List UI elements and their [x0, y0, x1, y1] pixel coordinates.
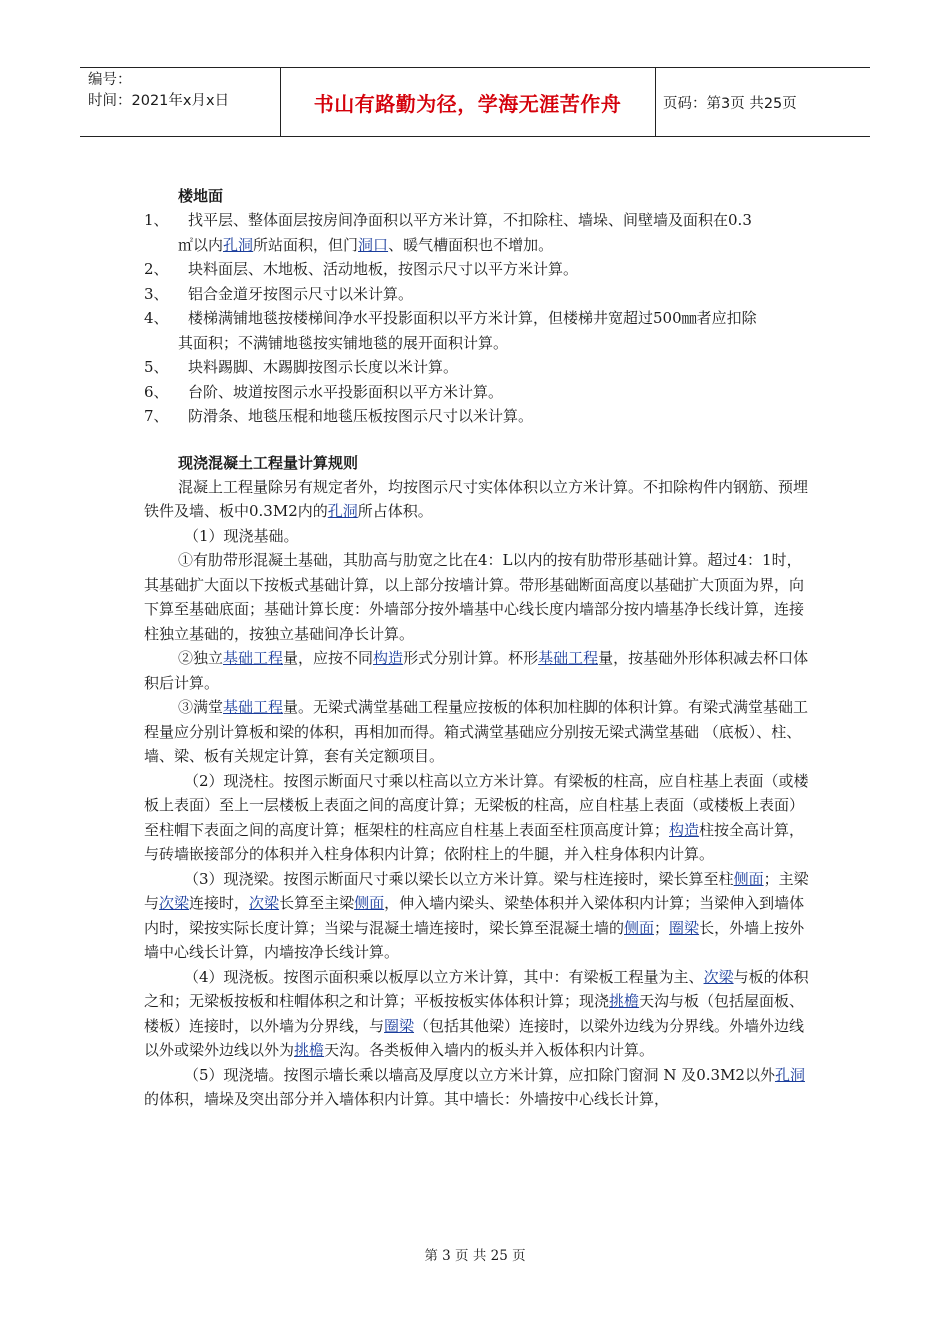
link-foundation-works[interactable]: 基础工程: [223, 698, 284, 716]
link-foundation-works[interactable]: 基础工程: [223, 649, 284, 667]
paragraph-foundation-2: [144, 646, 810, 695]
paragraph-walls: [144, 1063, 810, 1112]
list-item-continuation: 其面积；不满铺地毯按实铺地毯的展开面积计算。: [178, 333, 509, 352]
list-item: [144, 404, 810, 429]
list-item-text: 块料面层、木地板、活动地板，按图示尺寸以平方米计算。: [188, 260, 579, 278]
link-ring-beam[interactable]: 圈梁: [669, 918, 700, 937]
list-item: [144, 208, 810, 233]
text-run: ③满堂: [178, 698, 224, 716]
list-item-text: 块料踢脚、木踢脚按图示长度以米计算。: [188, 358, 459, 376]
paragraph-beams: [144, 867, 810, 965]
list-item: [144, 257, 810, 282]
text-run: （3）现浇梁。按图示断面尺寸乘以梁长以立方米计算。梁与柱连接时，梁长算至柱: [184, 869, 734, 888]
header-motto: 书山有路勤为径，学海无涯苦作舟: [313, 91, 622, 116]
text-run: ，伸入墙内梁头、梁垫体积并入梁体积内计算；当梁伸入到墙体内时，梁按实际长度计算；当梁与混凝土墙连接时，梁长算至混凝土墙的: [144, 894, 805, 937]
link-ring-beam[interactable]: 圈梁: [384, 1016, 415, 1035]
text-run: 所站面积，但门: [253, 235, 359, 254]
text-run: 的体积，墙垛及突出部分并入墙体积内计算。其中墙长：外墙按中心线长计算，: [144, 1090, 670, 1108]
paragraph-foundation-3: [144, 695, 810, 769]
link-secondary-beam[interactable]: 次梁: [159, 894, 190, 912]
link-side-face[interactable]: 侧面: [733, 869, 764, 888]
list-item-number: 7、: [144, 407, 169, 425]
text-run: 连接时，: [189, 894, 250, 912]
text-run: ㎡以内: [178, 235, 224, 254]
text-run: （5）现浇墙。按图示墙长乘以墙高及厚度以立方米计算，应扣除门窗洞 N 及0.3M2以外: [184, 1065, 775, 1084]
list-item: [144, 380, 810, 405]
text-run: （4）现浇板。按图示面积乘以板厚以立方米计算，其中：有梁板工程量为主、: [184, 967, 704, 986]
doc-code-label: 编号：: [88, 72, 132, 88]
header-page-info: 页码：第3页 共25页: [663, 95, 797, 112]
text-run: 量，应按不同: [283, 649, 374, 667]
link-structure[interactable]: 构造: [669, 820, 700, 839]
list-item-text: 找平层、整体面层按房间净面积以平方米计算，不扣除柱、墙垛、间壁墙及面积在0.3: [188, 211, 752, 229]
header-meta: [88, 70, 229, 112]
link-secondary-beam[interactable]: 次梁: [703, 967, 734, 986]
page-header: [80, 67, 870, 137]
paragraph-foundation-1: ①有肋带形混凝土基础，其肋高与肋宽之比在4：L以内的按有肋带形基础计算。超过4：1时，其基础扩大面以下按板式基础计算，以上部分按墙计算。带形基础断面高度以基础扩大顶面为界，向下算至基础底面；基础计算长度：外墙部分按外墙基中心线长度内墙部分按内墙基净长线计算，连接柱独立基础的，按独立基础间净长计算。: [144, 551, 805, 643]
link-kongdong[interactable]: 孔洞: [327, 502, 358, 520]
paragraph-columns: [144, 769, 810, 867]
list-item-text: 楼梯满铺地毯按楼梯间净水平投影面积以平方米计算，但楼梯井宽超过500㎜者应扣除: [188, 309, 757, 327]
text-run: 形式分别计算。杯形: [403, 649, 539, 667]
subsection-title-foundation: （1）现浇基础。: [184, 526, 299, 545]
list-item-continuation: [144, 233, 810, 258]
text-run: （包括其他梁）连接时，以梁外边线为分界线。外墙外边线以外或梁外边线以外为: [144, 1016, 805, 1059]
list-item-number: 3、: [144, 284, 169, 303]
paragraph-slabs: [144, 965, 810, 1063]
link-cornice[interactable]: 挑檐: [294, 1041, 325, 1059]
link-foundation-works[interactable]: 基础工程: [538, 649, 599, 667]
text-run: ②独立: [178, 649, 224, 667]
list-item-number: 2、: [144, 260, 169, 278]
list-item: [144, 306, 810, 331]
text-run: 柱按全高计算，与砖墙嵌接部分的体积并入柱身体积内计算；依附柱上的牛腿，并入柱身体积内计算。: [144, 820, 805, 863]
link-structure[interactable]: 构造: [373, 649, 404, 667]
text-run: ；主梁与: [144, 869, 809, 912]
doc-time-label: 时间：2021年x月x日: [88, 93, 230, 109]
list-item-number: 1、: [144, 211, 169, 229]
text-run: 量，按基础外形体积减去杯口体积后计算。: [144, 649, 809, 692]
link-side-face[interactable]: 侧面: [354, 894, 385, 912]
text-run: 天沟。各类板伸入墙内的板头并入板体积内计算。: [324, 1041, 655, 1059]
text-run: ；: [654, 918, 670, 937]
list-item-number: 5、: [144, 358, 169, 376]
link-secondary-beam[interactable]: 次梁: [249, 894, 280, 912]
page-footer: 第 3 页 共 25 页: [424, 1248, 526, 1264]
text-run: 天沟与板（包括屋面板、楼板）连接时，以外墙为分界线，与: [144, 992, 805, 1035]
list-item-text: 铝合金道牙按图示尺寸以米计算。: [188, 284, 414, 303]
text-run: 长算至主梁: [279, 894, 355, 912]
paragraph-intro: [144, 475, 810, 524]
link-kongdong[interactable]: 孔洞: [774, 1065, 805, 1084]
document-body: [144, 184, 810, 1112]
header-divider-right: [655, 67, 656, 137]
text-run: （2）现浇柱。按图示断面尺寸乘以柱高以立方米计算。有梁板的柱高，应自柱基上表面（或楼板上表面）至上一层楼板上表面之间的高度计算；无梁板的柱高，应自柱基上表面（或楼板上表面）至柱帽下表面之间的高度计算；框架柱的柱高应自柱基上表面至柱顶高度计算；: [144, 771, 809, 839]
list-item: [144, 355, 810, 380]
link-kongdong[interactable]: 孔洞: [223, 235, 254, 254]
link-cornice[interactable]: 挑檐: [609, 992, 640, 1010]
list-item-text: 防滑条、地毯压棍和地毯压板按图示尺寸以米计算。: [188, 407, 534, 425]
list-item-number: 6、: [144, 382, 169, 401]
text-run: 长，外墙上按外墙中心线长计算，内墙按净长线计算。: [144, 918, 805, 961]
text-run: 所占体积。: [357, 502, 433, 520]
link-side-face[interactable]: 侧面: [624, 918, 655, 937]
text-run: 、暖气槽面积也不增加。: [388, 235, 554, 254]
list-item-text: 台阶、坡道按图示水平投影面积以平方米计算。: [188, 382, 504, 401]
list-item-number: 4、: [144, 309, 169, 327]
text-run: 混凝上工程量除另有规定者外，均按图示尺寸实体体积以立方米计算。不扣除构件内钢筋、预埋铁件及墙、板中0.3M2内的: [144, 477, 809, 520]
text-run: 与板的体积之和；无梁板按板和柱帽体积之和计算；平板按板实体体积计算；现浇: [144, 967, 809, 1010]
section-title-concrete: 现浇混凝土工程量计算规则: [178, 453, 359, 472]
section-title-floor: 楼地面: [178, 187, 224, 205]
spacer: [144, 429, 810, 451]
text-run: 量。无梁式满堂基础工程量应按板的体积加柱脚的体积计算。有梁式满堂基础工程量应分别计算板和梁的体积，再相加而得。箱式满堂基础应分别按无梁式满堂基础 （底板）、柱、墙、梁、板有关规定计算，套有关定额项目。: [144, 698, 809, 765]
list-item: [144, 282, 810, 307]
link-dongkou[interactable]: 洞口: [358, 235, 389, 254]
